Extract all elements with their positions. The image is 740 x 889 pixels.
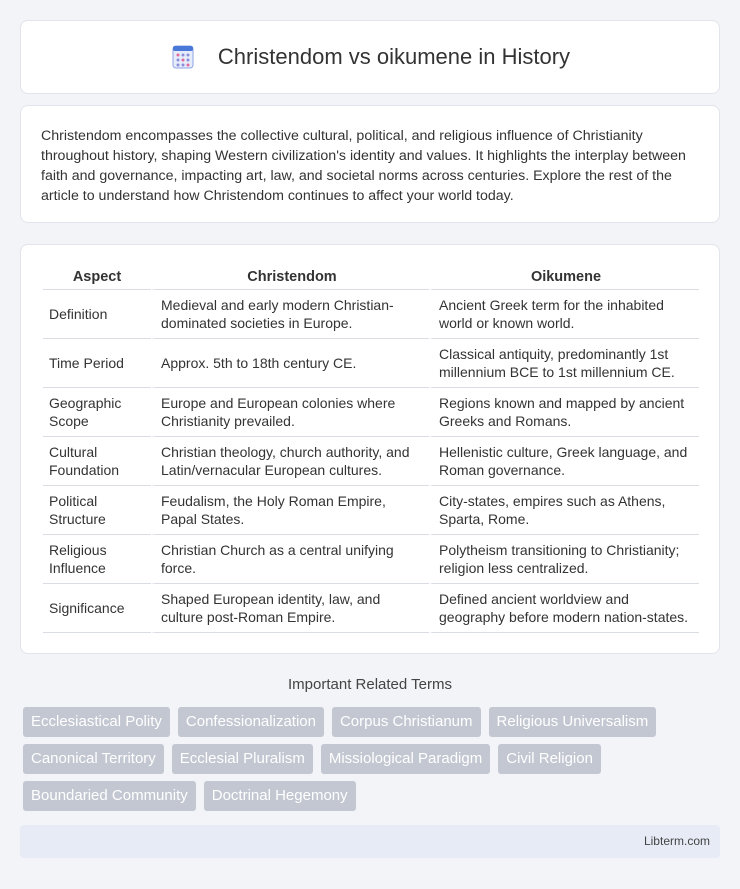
table-row	[43, 584, 699, 633]
comparison-table-card	[20, 244, 720, 654]
intro-text: Christendom encompasses the collective cultural, political, and religious influence of Christianity throughout history, shaping Western civilization's identity and values. It highlights the interplay between faith and governance, impacting art, law, and societal norms across centuries. Explore the rest of the article to understand how Christendom continues to affect your world today.	[41, 128, 686, 204]
row-christendom: Christian theology, church authority, and Latin/vernacular European cultures.	[151, 437, 429, 486]
related-term-tag[interactable]: Religious Universalism	[489, 707, 657, 737]
row-aspect: Significance	[43, 584, 151, 633]
header-christendom: Christendom	[151, 263, 429, 290]
document-grid-icon	[170, 44, 196, 70]
table-row	[43, 437, 699, 486]
table-header-row	[43, 263, 699, 290]
row-oikumene: Polytheism transitioning to Christianity; religion less centralized.	[429, 535, 699, 584]
row-christendom: Christian Church as a central unifying force.	[151, 535, 429, 584]
header-oikumene: Oikumene	[429, 263, 699, 290]
table-row	[43, 486, 699, 535]
row-christendom: Medieval and early modern Christian-dominated societies in Europe.	[151, 290, 429, 339]
row-aspect: Definition	[43, 290, 151, 339]
row-oikumene: Regions known and mapped by ancient Greeks and Romans.	[429, 388, 699, 437]
related-terms-list	[23, 707, 713, 811]
row-oikumene: City-states, empires such as Athens, Sparta, Rome.	[429, 486, 699, 535]
intro-card	[20, 105, 720, 223]
related-term-tag[interactable]: Ecclesiastical Polity	[23, 707, 170, 737]
row-oikumene: Classical antiquity, predominantly 1st millennium BCE to 1st millennium CE.	[429, 339, 699, 388]
related-term-tag[interactable]: Civil Religion	[498, 744, 601, 774]
header-aspect: Aspect	[43, 263, 151, 290]
row-christendom: Approx. 5th to 18th century CE.	[151, 339, 429, 388]
row-aspect: Cultural Foundation	[43, 437, 151, 486]
related-term-tag[interactable]: Confessionalization	[178, 707, 324, 737]
table-row	[43, 290, 699, 339]
row-christendom: Europe and European colonies where Christianity prevailed.	[151, 388, 429, 437]
row-christendom: Shaped European identity, law, and culture post-Roman Empire.	[151, 584, 429, 633]
footer	[20, 825, 720, 858]
related-term-tag[interactable]: Missiological Paradigm	[321, 744, 490, 774]
related-terms-title: Important Related Terms	[288, 676, 452, 693]
title-card	[20, 20, 720, 94]
row-christendom: Feudalism, the Holy Roman Empire, Papal States.	[151, 486, 429, 535]
comparison-table	[43, 263, 699, 633]
related-term-tag[interactable]: Canonical Territory	[23, 744, 164, 774]
table-row	[43, 388, 699, 437]
related-term-tag[interactable]: Corpus Christianum	[332, 707, 481, 737]
row-oikumene: Hellenistic culture, Greek language, and Roman governance.	[429, 437, 699, 486]
footer-site-link[interactable]: Libterm.com	[643, 834, 710, 848]
related-term-tag[interactable]: Ecclesial Pluralism	[172, 744, 313, 774]
row-oikumene: Ancient Greek term for the inhabited world or known world.	[429, 290, 699, 339]
row-aspect: Political Structure	[43, 486, 151, 535]
table-row	[43, 535, 699, 584]
row-aspect: Geographic Scope	[43, 388, 151, 437]
page-title: Christendom vs oikumene in History	[217, 44, 571, 69]
row-oikumene: Defined ancient worldview and geography before modern nation-states.	[429, 584, 699, 633]
row-aspect: Religious Influence	[43, 535, 151, 584]
related-term-tag[interactable]: Boundaried Community	[23, 781, 196, 811]
table-row	[43, 339, 699, 388]
related-term-tag[interactable]: Doctrinal Hegemony	[204, 781, 356, 811]
row-aspect: Time Period	[43, 339, 151, 388]
